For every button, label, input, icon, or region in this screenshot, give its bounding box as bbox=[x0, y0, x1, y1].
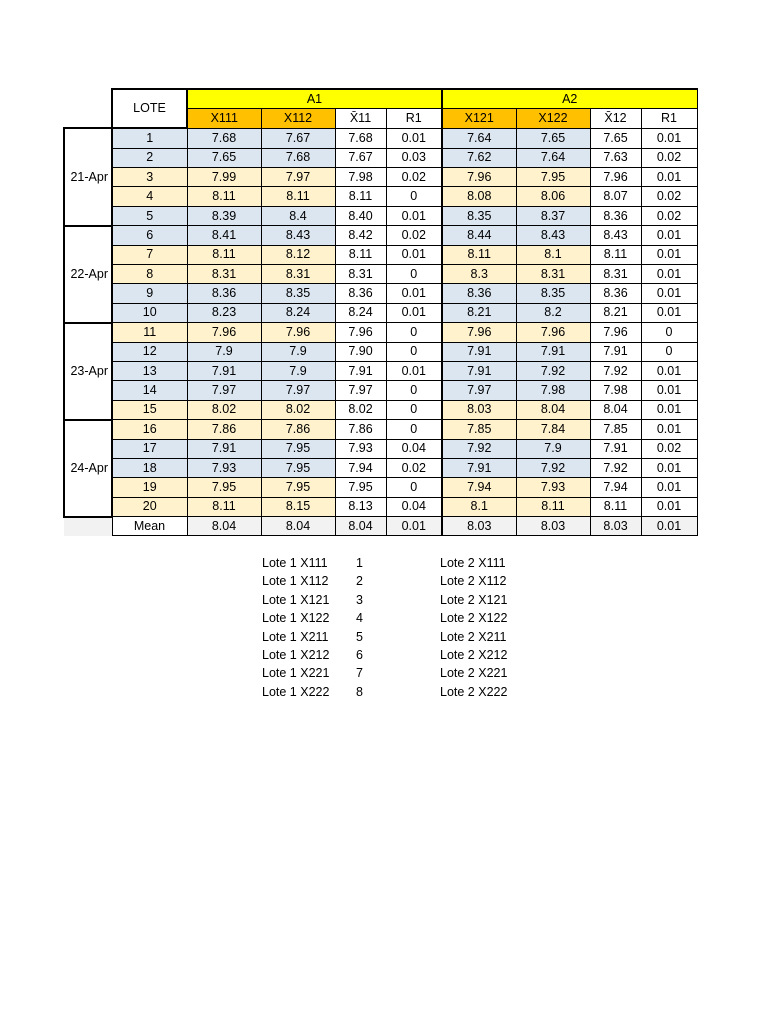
value-cell: 7.96 bbox=[590, 323, 641, 342]
value-cell: 7.67 bbox=[335, 148, 386, 167]
value-cell: 7.96 bbox=[187, 323, 261, 342]
legend-number: 6 bbox=[356, 647, 363, 662]
value-cell: 7.91 bbox=[335, 361, 386, 380]
value-cell: 8.31 bbox=[335, 265, 386, 284]
value-cell: 7.98 bbox=[335, 168, 386, 187]
value-cell: 7.90 bbox=[335, 342, 386, 361]
legend-number: 4 bbox=[356, 611, 363, 626]
table-row bbox=[64, 206, 697, 225]
value-cell: 7.94 bbox=[442, 478, 516, 497]
value-cell: 0.04 bbox=[386, 497, 442, 516]
legend-lote1-label: Lote 1 X122 bbox=[262, 611, 330, 626]
value-cell: 0.01 bbox=[641, 420, 697, 439]
value-cell: 7.93 bbox=[516, 478, 590, 497]
legend-row bbox=[262, 609, 562, 627]
lote-header: LOTE bbox=[112, 89, 187, 128]
value-cell: 0.01 bbox=[386, 128, 442, 148]
column-header: X121 bbox=[442, 109, 516, 128]
legend-number: 8 bbox=[356, 684, 363, 699]
mean-value-cell: 8.04 bbox=[335, 517, 386, 536]
table-row bbox=[64, 439, 697, 458]
value-cell: 7.91 bbox=[590, 439, 641, 458]
legend-lote2-label: Lote 2 X222 bbox=[440, 684, 508, 699]
mean-blank bbox=[64, 517, 112, 536]
legend-lote2-label: Lote 2 X121 bbox=[440, 592, 508, 607]
lote-cell: 12 bbox=[112, 342, 187, 361]
value-cell: 7.95 bbox=[261, 478, 335, 497]
lote-cell: 9 bbox=[112, 284, 187, 303]
group-header-a1: A1 bbox=[187, 89, 442, 109]
legend-lote1-label: Lote 1 X121 bbox=[262, 592, 330, 607]
value-cell: 0.01 bbox=[641, 265, 697, 284]
legend-number: 2 bbox=[356, 574, 363, 589]
value-cell: 7.94 bbox=[590, 478, 641, 497]
value-cell: 7.97 bbox=[261, 381, 335, 400]
legend-number: 1 bbox=[356, 556, 363, 570]
legend-row bbox=[262, 664, 562, 682]
value-cell: 7.91 bbox=[442, 361, 516, 380]
mean-value-cell: 8.04 bbox=[261, 517, 335, 536]
legend-lote1-label: Lote 1 X211 bbox=[262, 629, 329, 644]
value-cell: 7.96 bbox=[442, 323, 516, 342]
value-cell: 7.9 bbox=[187, 342, 261, 361]
value-cell: 8.43 bbox=[590, 226, 641, 245]
value-cell: 7.92 bbox=[590, 458, 641, 477]
corner-blank bbox=[64, 89, 112, 109]
value-cell: 0 bbox=[386, 478, 442, 497]
table-row bbox=[64, 497, 697, 516]
value-cell: 8.36 bbox=[442, 284, 516, 303]
table-row bbox=[64, 128, 697, 148]
value-cell: 7.92 bbox=[590, 361, 641, 380]
value-cell: 7.9 bbox=[261, 342, 335, 361]
date-cell: 21-Apr bbox=[64, 128, 112, 225]
lote-cell: 18 bbox=[112, 458, 187, 477]
value-cell: 8.36 bbox=[590, 284, 641, 303]
value-cell: 7.68 bbox=[187, 128, 261, 148]
table-row bbox=[64, 226, 697, 245]
table-row bbox=[64, 265, 697, 284]
value-cell: 8.11 bbox=[442, 245, 516, 264]
value-cell: 8.21 bbox=[442, 303, 516, 322]
value-cell: 0.01 bbox=[641, 168, 697, 187]
value-cell: 0.01 bbox=[386, 206, 442, 225]
value-cell: 7.95 bbox=[335, 478, 386, 497]
value-cell: 8.35 bbox=[261, 284, 335, 303]
lote-cell: 13 bbox=[112, 361, 187, 380]
value-cell: 8.41 bbox=[187, 226, 261, 245]
value-cell: 7.92 bbox=[516, 458, 590, 477]
lote-cell: 11 bbox=[112, 323, 187, 342]
value-cell: 8.07 bbox=[590, 187, 641, 206]
value-cell: 7.92 bbox=[516, 361, 590, 380]
value-cell: 7.95 bbox=[187, 478, 261, 497]
value-cell: 8.4 bbox=[261, 206, 335, 225]
value-cell: 8.31 bbox=[590, 265, 641, 284]
value-cell: 7.91 bbox=[590, 342, 641, 361]
lote-cell: 16 bbox=[112, 420, 187, 439]
value-cell: 8.31 bbox=[261, 265, 335, 284]
table-body bbox=[64, 128, 697, 536]
value-cell: 8.36 bbox=[590, 206, 641, 225]
table-row bbox=[64, 400, 697, 419]
lote-cell: 5 bbox=[112, 206, 187, 225]
value-cell: 8.13 bbox=[335, 497, 386, 516]
column-header: R1 bbox=[641, 109, 697, 128]
column-header: X122 bbox=[516, 109, 590, 128]
lote-cell: 14 bbox=[112, 381, 187, 400]
value-cell: 8.11 bbox=[187, 187, 261, 206]
table-row bbox=[64, 245, 697, 264]
table-row bbox=[64, 458, 697, 477]
value-cell: 8.37 bbox=[516, 206, 590, 225]
value-cell: 0.04 bbox=[386, 439, 442, 458]
value-cell: 8.44 bbox=[442, 226, 516, 245]
value-cell: 0.01 bbox=[386, 284, 442, 303]
value-cell: 7.98 bbox=[590, 381, 641, 400]
value-cell: 8.43 bbox=[261, 226, 335, 245]
value-cell: 7.91 bbox=[187, 439, 261, 458]
table-row bbox=[64, 478, 697, 497]
value-cell: 8.11 bbox=[335, 187, 386, 206]
value-cell: 0.01 bbox=[641, 303, 697, 322]
value-cell: 8.24 bbox=[335, 303, 386, 322]
value-cell: 8.1 bbox=[516, 245, 590, 264]
mean-value-cell: 0.01 bbox=[641, 517, 697, 536]
legend-list bbox=[262, 554, 562, 701]
value-cell: 0 bbox=[641, 323, 697, 342]
value-cell: 0 bbox=[386, 420, 442, 439]
value-cell: 0.02 bbox=[386, 168, 442, 187]
lote-cell: 7 bbox=[112, 245, 187, 264]
mean-label: Mean bbox=[112, 517, 187, 536]
value-cell: 0.02 bbox=[641, 148, 697, 167]
corner-blank bbox=[64, 109, 112, 128]
value-cell: 0 bbox=[641, 342, 697, 361]
value-cell: 0 bbox=[386, 381, 442, 400]
value-cell: 0 bbox=[386, 265, 442, 284]
value-cell: 8.02 bbox=[261, 400, 335, 419]
value-cell: 7.9 bbox=[261, 361, 335, 380]
value-cell: 0.01 bbox=[641, 128, 697, 148]
table-row bbox=[64, 284, 697, 303]
legend-lote1-label: Lote 1 X212 bbox=[262, 647, 330, 662]
value-cell: 8.02 bbox=[335, 400, 386, 419]
value-cell: 7.96 bbox=[442, 168, 516, 187]
value-cell: 0 bbox=[386, 187, 442, 206]
value-cell: 8.36 bbox=[187, 284, 261, 303]
value-cell: 0.02 bbox=[641, 439, 697, 458]
column-header: R1 bbox=[386, 109, 442, 128]
value-cell: 7.65 bbox=[187, 148, 261, 167]
column-header: X̄11 bbox=[335, 109, 386, 128]
data-table bbox=[63, 88, 698, 536]
value-cell: 0.03 bbox=[386, 148, 442, 167]
value-cell: 8.15 bbox=[261, 497, 335, 516]
table-row bbox=[64, 342, 697, 361]
legend-number: 5 bbox=[356, 629, 363, 644]
date-cell: 24-Apr bbox=[64, 420, 112, 517]
lote-cell: 4 bbox=[112, 187, 187, 206]
value-cell: 7.68 bbox=[261, 148, 335, 167]
legend-row bbox=[262, 591, 562, 609]
value-cell: 7.95 bbox=[516, 168, 590, 187]
value-cell: 7.68 bbox=[335, 128, 386, 148]
value-cell: 7.64 bbox=[442, 128, 516, 148]
value-cell: 0.01 bbox=[641, 458, 697, 477]
legend-row bbox=[262, 554, 562, 572]
legend-lote2-label: Lote 2 X221 bbox=[440, 666, 508, 681]
value-cell: 8.2 bbox=[516, 303, 590, 322]
legend-lote1-label: Lote 1 X221 bbox=[262, 666, 330, 681]
value-cell: 0 bbox=[386, 342, 442, 361]
value-cell: 8.23 bbox=[187, 303, 261, 322]
value-cell: 8.04 bbox=[590, 400, 641, 419]
value-cell: 8.35 bbox=[516, 284, 590, 303]
value-cell: 7.97 bbox=[187, 381, 261, 400]
column-header: X111 bbox=[187, 109, 261, 128]
legend-lote1-label: Lote 1 X111 bbox=[262, 556, 328, 570]
value-cell: 7.96 bbox=[261, 323, 335, 342]
legend-lote2-label: Lote 2 X211 bbox=[440, 629, 507, 644]
table-row bbox=[64, 303, 697, 322]
column-header: X112 bbox=[261, 109, 335, 128]
value-cell: 8.36 bbox=[335, 284, 386, 303]
value-cell: 7.86 bbox=[187, 420, 261, 439]
value-cell: 7.96 bbox=[335, 323, 386, 342]
legend-lote1-label: Lote 1 X112 bbox=[262, 574, 329, 589]
value-cell: 7.93 bbox=[335, 439, 386, 458]
value-cell: 0.01 bbox=[641, 478, 697, 497]
value-cell: 0.02 bbox=[386, 458, 442, 477]
value-cell: 0.01 bbox=[641, 400, 697, 419]
legend-lote2-label: Lote 2 X122 bbox=[440, 611, 508, 626]
value-cell: 7.65 bbox=[590, 128, 641, 148]
legend-number: 7 bbox=[356, 666, 363, 681]
table-row bbox=[64, 187, 697, 206]
value-cell: 0 bbox=[386, 323, 442, 342]
mean-row bbox=[64, 517, 697, 536]
legend-number: 3 bbox=[356, 592, 363, 607]
value-cell: 7.65 bbox=[516, 128, 590, 148]
value-cell: 8.42 bbox=[335, 226, 386, 245]
value-cell: 0.02 bbox=[386, 226, 442, 245]
value-cell: 8.12 bbox=[261, 245, 335, 264]
value-cell: 7.91 bbox=[187, 361, 261, 380]
value-cell: 7.86 bbox=[335, 420, 386, 439]
value-cell: 8.31 bbox=[187, 265, 261, 284]
lote-cell: 1 bbox=[112, 128, 187, 148]
value-cell: 7.85 bbox=[442, 420, 516, 439]
value-cell: 8.11 bbox=[516, 497, 590, 516]
mean-value-cell: 8.03 bbox=[516, 517, 590, 536]
lote-cell: 19 bbox=[112, 478, 187, 497]
value-cell: 8.39 bbox=[187, 206, 261, 225]
value-cell: 8.31 bbox=[516, 265, 590, 284]
legend-lote2-label: Lote 2 X111 bbox=[440, 556, 506, 570]
legend-lote1-label: Lote 1 X222 bbox=[262, 684, 330, 699]
value-cell: 0.02 bbox=[641, 206, 697, 225]
value-cell: 7.98 bbox=[516, 381, 590, 400]
value-cell: 7.63 bbox=[590, 148, 641, 167]
value-cell: 8.11 bbox=[590, 497, 641, 516]
lote-cell: 15 bbox=[112, 400, 187, 419]
value-cell: 7.93 bbox=[187, 458, 261, 477]
legend-row bbox=[262, 646, 562, 664]
legend-row bbox=[262, 683, 562, 701]
value-cell: 7.64 bbox=[516, 148, 590, 167]
value-cell: 8.04 bbox=[516, 400, 590, 419]
lote-cell: 2 bbox=[112, 148, 187, 167]
value-cell: 8.35 bbox=[442, 206, 516, 225]
lote-cell: 6 bbox=[112, 226, 187, 245]
table-row bbox=[64, 323, 697, 342]
mean-value-cell: 8.04 bbox=[187, 517, 261, 536]
legend-lote2-label: Lote 2 X112 bbox=[440, 574, 507, 589]
value-cell: 7.86 bbox=[261, 420, 335, 439]
value-cell: 0.01 bbox=[386, 361, 442, 380]
value-cell: 0.01 bbox=[386, 303, 442, 322]
value-cell: 7.67 bbox=[261, 128, 335, 148]
table-row bbox=[64, 168, 697, 187]
value-cell: 7.95 bbox=[261, 458, 335, 477]
value-cell: 0.01 bbox=[641, 361, 697, 380]
table-row bbox=[64, 381, 697, 400]
value-cell: 8.08 bbox=[442, 187, 516, 206]
value-cell: 8.11 bbox=[590, 245, 641, 264]
legend-row bbox=[262, 628, 562, 646]
value-cell: 7.92 bbox=[442, 439, 516, 458]
lote-cell: 8 bbox=[112, 265, 187, 284]
value-cell: 7.96 bbox=[516, 323, 590, 342]
mean-value-cell: 8.03 bbox=[442, 517, 516, 536]
value-cell: 0.01 bbox=[386, 245, 442, 264]
table-row bbox=[64, 148, 697, 167]
value-cell: 7.99 bbox=[187, 168, 261, 187]
value-cell: 7.96 bbox=[590, 168, 641, 187]
value-cell: 7.62 bbox=[442, 148, 516, 167]
value-cell: 8.24 bbox=[261, 303, 335, 322]
group-header-a2: A2 bbox=[442, 89, 697, 109]
value-cell: 8.40 bbox=[335, 206, 386, 225]
value-cell: 0.01 bbox=[641, 284, 697, 303]
table-row bbox=[64, 361, 697, 380]
value-cell: 7.97 bbox=[442, 381, 516, 400]
lote-cell: 20 bbox=[112, 497, 187, 516]
value-cell: 8.11 bbox=[261, 187, 335, 206]
column-header: X̄12 bbox=[590, 109, 641, 128]
date-cell: 23-Apr bbox=[64, 323, 112, 420]
date-cell: 22-Apr bbox=[64, 226, 112, 323]
value-cell: 7.97 bbox=[261, 168, 335, 187]
lote-cell: 3 bbox=[112, 168, 187, 187]
table-row bbox=[64, 420, 697, 439]
value-cell: 7.85 bbox=[590, 420, 641, 439]
value-cell: 7.94 bbox=[335, 458, 386, 477]
value-cell: 8.03 bbox=[442, 400, 516, 419]
legend-lote2-label: Lote 2 X212 bbox=[440, 647, 508, 662]
value-cell: 0.01 bbox=[641, 497, 697, 516]
mean-value-cell: 0.01 bbox=[386, 517, 442, 536]
value-cell: 7.84 bbox=[516, 420, 590, 439]
legend-row bbox=[262, 572, 562, 590]
value-cell: 8.1 bbox=[442, 497, 516, 516]
value-cell: 7.9 bbox=[516, 439, 590, 458]
value-cell: 0 bbox=[386, 400, 442, 419]
value-cell: 0.01 bbox=[641, 381, 697, 400]
value-cell: 7.95 bbox=[261, 439, 335, 458]
value-cell: 7.91 bbox=[442, 458, 516, 477]
value-cell: 8.11 bbox=[335, 245, 386, 264]
value-cell: 7.91 bbox=[516, 342, 590, 361]
value-cell: 0.02 bbox=[641, 187, 697, 206]
value-cell: 0.01 bbox=[641, 245, 697, 264]
value-cell: 8.11 bbox=[187, 245, 261, 264]
value-cell: 8.43 bbox=[516, 226, 590, 245]
lote-cell: 17 bbox=[112, 439, 187, 458]
value-cell: 0.01 bbox=[641, 226, 697, 245]
value-cell: 7.97 bbox=[335, 381, 386, 400]
value-cell: 8.3 bbox=[442, 265, 516, 284]
mean-value-cell: 8.03 bbox=[590, 517, 641, 536]
value-cell: 8.21 bbox=[590, 303, 641, 322]
value-cell: 8.11 bbox=[187, 497, 261, 516]
value-cell: 7.91 bbox=[442, 342, 516, 361]
value-cell: 8.06 bbox=[516, 187, 590, 206]
value-cell: 8.02 bbox=[187, 400, 261, 419]
lote-cell: 10 bbox=[112, 303, 187, 322]
group-header-row bbox=[64, 89, 697, 109]
